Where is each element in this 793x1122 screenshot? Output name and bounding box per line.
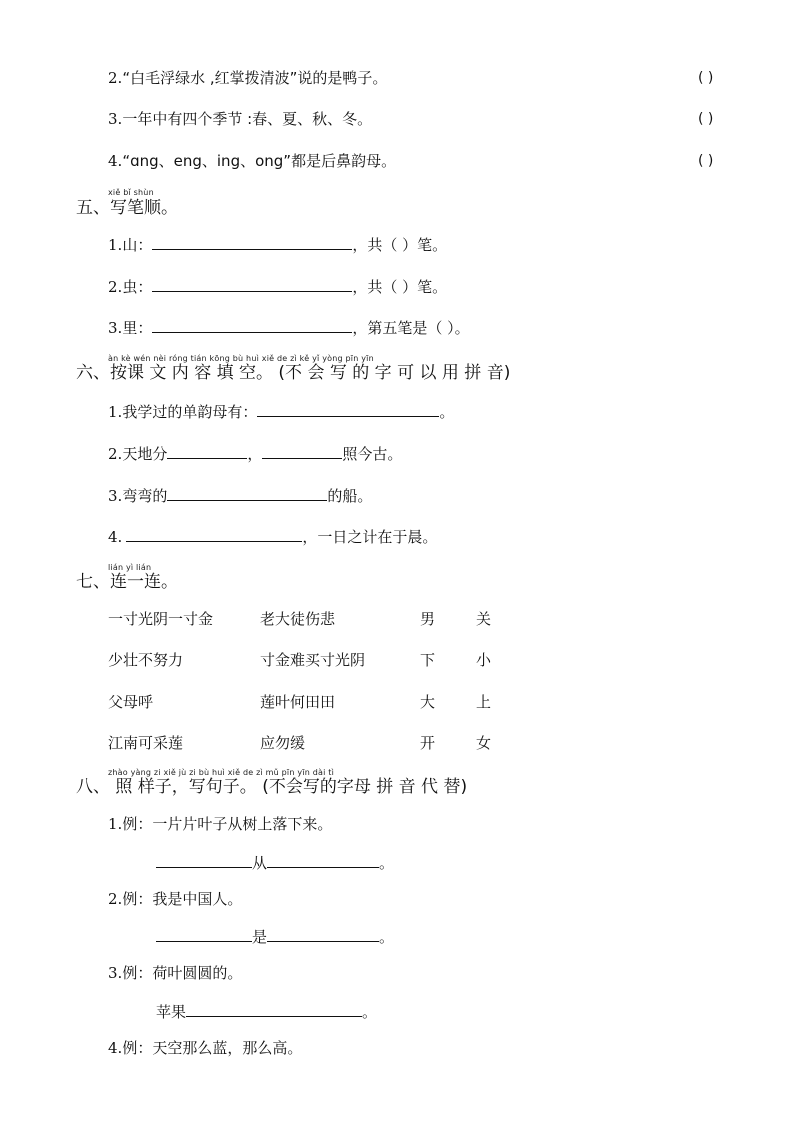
section-pinyin: lián yì lián [108, 563, 152, 572]
stroke-item-2 [108, 277, 447, 296]
item-text: ， [247, 445, 263, 463]
example-text: 例：天空那么蓝，那么高。 [122, 1039, 303, 1057]
example-text: 例：我是中国人。 [122, 890, 243, 908]
item-label: 里： [122, 319, 153, 337]
item-text: 弯弯的 [122, 487, 168, 505]
stroke-item-1 [108, 235, 447, 254]
item-text: 照今古。 [342, 445, 403, 463]
fill-item-4 [108, 527, 437, 546]
match-cell[interactable]: 男 [420, 610, 436, 628]
match-cell[interactable]: 寸金难买寸光阴 [260, 651, 366, 669]
item-text: “白毛浮绿水 ,红掌拨清波”说的是鸭子。 [122, 69, 388, 87]
item-number: 1. [108, 403, 123, 421]
answer-blank[interactable] [257, 402, 439, 417]
section-title-7: 七、连一连。 [76, 572, 178, 592]
match-cell[interactable]: 一寸光阴一寸金 [108, 610, 214, 628]
item-text: 的船。 [327, 487, 373, 505]
answer-text: 。 [379, 854, 395, 872]
judge-item-4 [108, 152, 396, 170]
judge-item-2 [108, 69, 387, 87]
item-number: 3. [108, 319, 123, 337]
match-cell[interactable]: 莲叶何田田 [260, 693, 336, 711]
item-number: 2. [108, 890, 123, 908]
item-label: 虫： [122, 278, 153, 296]
answer-text: 苹果 [156, 1003, 187, 1021]
judge-item-3 [108, 110, 372, 128]
item-text: 我学过的单韵母有： [122, 403, 258, 421]
item-text: “ɑng、eng、ing、ong”都是后鼻韵母。 [122, 152, 397, 170]
section-pinyin: zhào yàng zi xiě jù zi bù huì xiě de zì mǔ pīn yīn dài tì [108, 768, 335, 777]
match-cell[interactable]: 大 [420, 693, 436, 711]
match-cell[interactable]: 关 [476, 610, 492, 628]
match-cell[interactable]: 应勿缓 [260, 734, 306, 752]
answer-blank[interactable] [267, 927, 379, 942]
item-text: 天地分 [122, 445, 168, 463]
item-tail: ，共（ ）笔。 [352, 236, 448, 254]
example-item-3 [108, 964, 242, 982]
item-text: 。 [439, 403, 455, 421]
item-number: 1. [108, 236, 123, 254]
example-item-4 [108, 1039, 302, 1057]
stroke-item-3 [108, 318, 470, 337]
answer-line-2 [156, 927, 394, 946]
answer-blank[interactable] [126, 527, 302, 542]
match-cell[interactable]: 上 [476, 693, 492, 711]
section-pinyin: àn kè wén nèi róng tián kōng bù huì xiě de zì kě yǐ yòng pīn yīn [108, 354, 374, 363]
item-number: 2. [108, 445, 123, 463]
item-number: 4. [108, 1039, 123, 1057]
answer-blank[interactable] [156, 853, 252, 868]
match-cell[interactable]: 开 [420, 734, 436, 752]
answer-blank[interactable] [152, 318, 352, 333]
item-number: 1. [108, 815, 123, 833]
example-text: 例：荷叶圆圆的。 [122, 964, 243, 982]
answer-parentheses[interactable]: ( ) [698, 70, 714, 86]
match-cell[interactable]: 小 [476, 651, 492, 669]
example-text: 例：一片片叶子从树上落下来。 [122, 815, 333, 833]
answer-line-3 [156, 1002, 377, 1021]
answer-blank[interactable] [156, 927, 252, 942]
answer-line-1 [156, 853, 394, 872]
item-number: 4. [108, 152, 123, 170]
answer-text: 。 [379, 928, 395, 946]
section-pinyin: xiě bǐ shùn [108, 188, 154, 197]
match-cell[interactable]: 女 [476, 734, 492, 752]
match-cell[interactable]: 老大徒伤悲 [260, 610, 336, 628]
answer-blank[interactable] [152, 235, 352, 250]
item-number: 2. [108, 278, 123, 296]
answer-text: 从 [252, 854, 268, 872]
answer-parentheses[interactable]: ( ) [698, 111, 714, 127]
answer-parentheses[interactable]: ( ) [698, 153, 714, 169]
answer-blank[interactable] [167, 444, 247, 459]
item-number: 4. [108, 528, 123, 546]
match-cell[interactable]: 江南可采莲 [108, 734, 184, 752]
answer-blank[interactable] [186, 1002, 362, 1017]
section-title-6: 六、按课 文 内 容 填 空。 (不 会 写 的 字 可 以 用 拼 音) [76, 363, 511, 383]
answer-blank[interactable] [267, 853, 379, 868]
answer-text: 是 [252, 928, 268, 946]
answer-blank[interactable] [152, 277, 352, 292]
item-number: 3. [108, 487, 123, 505]
item-number: 3. [108, 964, 123, 982]
example-item-1 [108, 815, 332, 833]
item-tail: ，共（ ）笔。 [352, 278, 448, 296]
fill-item-3 [108, 486, 372, 505]
match-cell[interactable]: 少壮不努力 [108, 651, 184, 669]
fill-item-1 [108, 402, 454, 421]
answer-text: 。 [362, 1003, 378, 1021]
match-cell[interactable]: 父母呼 [108, 693, 154, 711]
item-number: 2. [108, 69, 123, 87]
item-text: ，一日之计在于晨。 [302, 528, 438, 546]
section-title-8: 八、 照 样子，写句子。 (不会写的字母 拼 音 代 替) [76, 777, 468, 797]
example-item-2 [108, 890, 242, 908]
item-tail: ，第五笔是（ ）。 [352, 319, 470, 337]
item-label: 山： [122, 236, 153, 254]
answer-blank[interactable] [167, 486, 327, 501]
answer-blank[interactable] [262, 444, 342, 459]
section-title-5: 五、写笔顺。 [76, 198, 178, 218]
match-cell[interactable]: 下 [420, 651, 436, 669]
item-text: 一年中有四个季节 :春、夏、秋、冬。 [122, 110, 373, 128]
item-number: 3. [108, 110, 123, 128]
fill-item-2 [108, 444, 402, 463]
